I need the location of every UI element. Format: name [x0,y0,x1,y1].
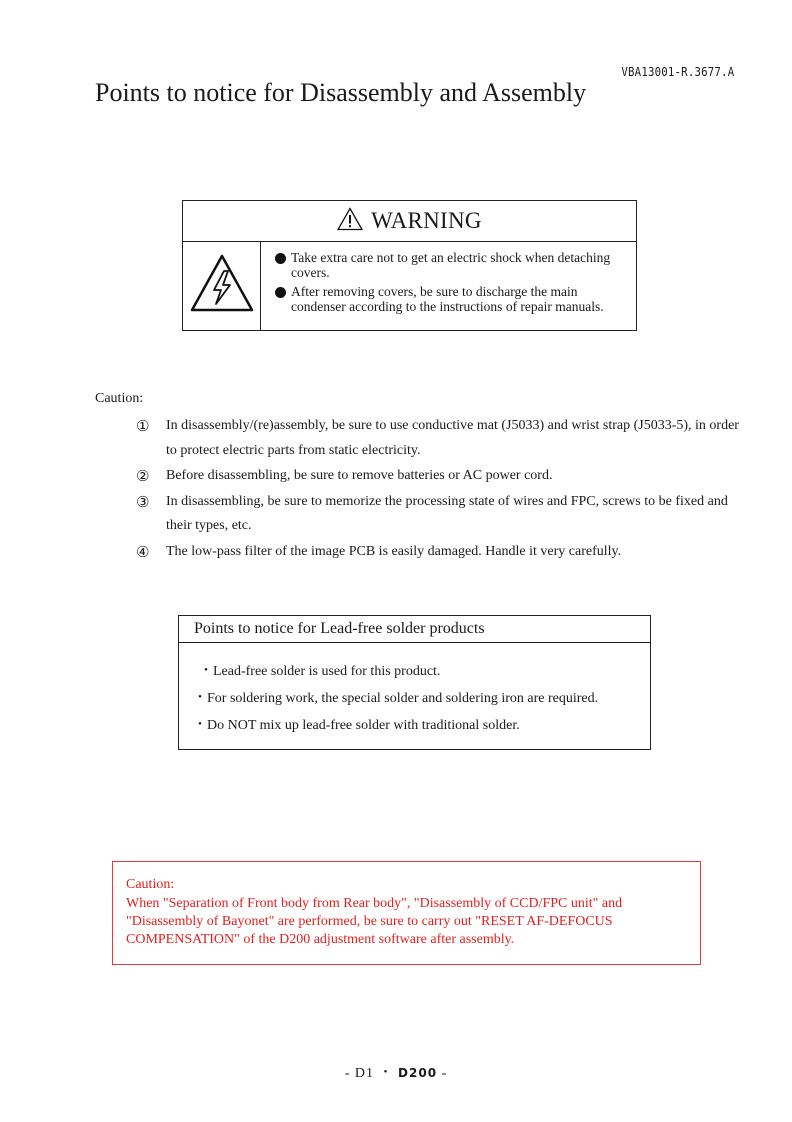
lead-free-notice-box [178,615,651,750]
electric-shock-cell [183,241,261,330]
red-caution-label: Caution: [126,877,175,892]
bullet-icon [275,287,286,298]
page-footer [0,1062,792,1082]
caution-item [136,490,746,539]
red-caution-text: When "Separation of Front body from Rear body", "Disassembly of CCD/FPC unit" and "Disassembly of Bayonet" are performed, be sure to carry out "RESET AF-DEFOCUS COMPENSATION" of the D200 adjustment software after assembly. [126,896,623,947]
warning-box [182,200,637,331]
warning-triangle-icon [337,207,363,236]
model-name: D200 [398,1066,438,1080]
caution-item-text: The low-pass filter of the image PCB is easily damaged. Handle it very carefully. [166,543,622,559]
item-number: ④ [136,542,150,561]
caution-item-text: In disassembling, be sure to memorize the processing state of wires and FPC, screws to be fixed and their types, etc. [166,493,728,533]
warning-header [183,201,636,242]
warning-item-text: After removing covers, be sure to discharge the main condenser according to the instructions of repair manuals. [291,284,604,314]
lead-free-item: ・Do NOT mix up lead-free solder with traditional solder. [193,718,520,733]
footer-suffix: - [441,1066,448,1081]
warning-item [275,250,630,280]
electric-shock-icon [189,253,255,318]
page-title: Points to notice for Disassembly and Assembly [95,78,587,107]
caution-label: Caution: [95,391,144,406]
lead-free-item: ・For soldering work, the special solder and soldering iron are required. [193,691,599,706]
warning-title: WARNING [371,208,482,233]
lead-free-item: ・Lead-free solder is used for this product. [199,664,441,679]
warning-item [275,284,630,314]
item-number: ③ [136,492,150,511]
caution-item [136,414,746,463]
page-number: - D1 ・ [344,1066,394,1081]
caution-item [136,464,746,489]
document-code: VBA13001-R.3677.A [621,64,734,79]
warning-item-text: Take extra care not to get an electric shock when detaching covers. [291,250,611,280]
red-caution-box [112,861,701,965]
bullet-icon [275,253,286,264]
caution-item-text: Before disassembling, be sure to remove batteries or AC power cord. [166,468,553,483]
caution-item [136,540,746,565]
caution-item-text: In disassembly/(re)assembly, be sure to use conductive mat (J5033) and wrist strap (J5033-5), in order to protect electric parts from static electricity. [166,418,739,458]
caution-list [136,414,746,565]
item-number: ① [136,417,150,435]
item-number: ② [136,467,150,485]
warning-body [183,241,636,330]
lead-free-title: Points to notice for Lead-free solder products [179,616,650,643]
